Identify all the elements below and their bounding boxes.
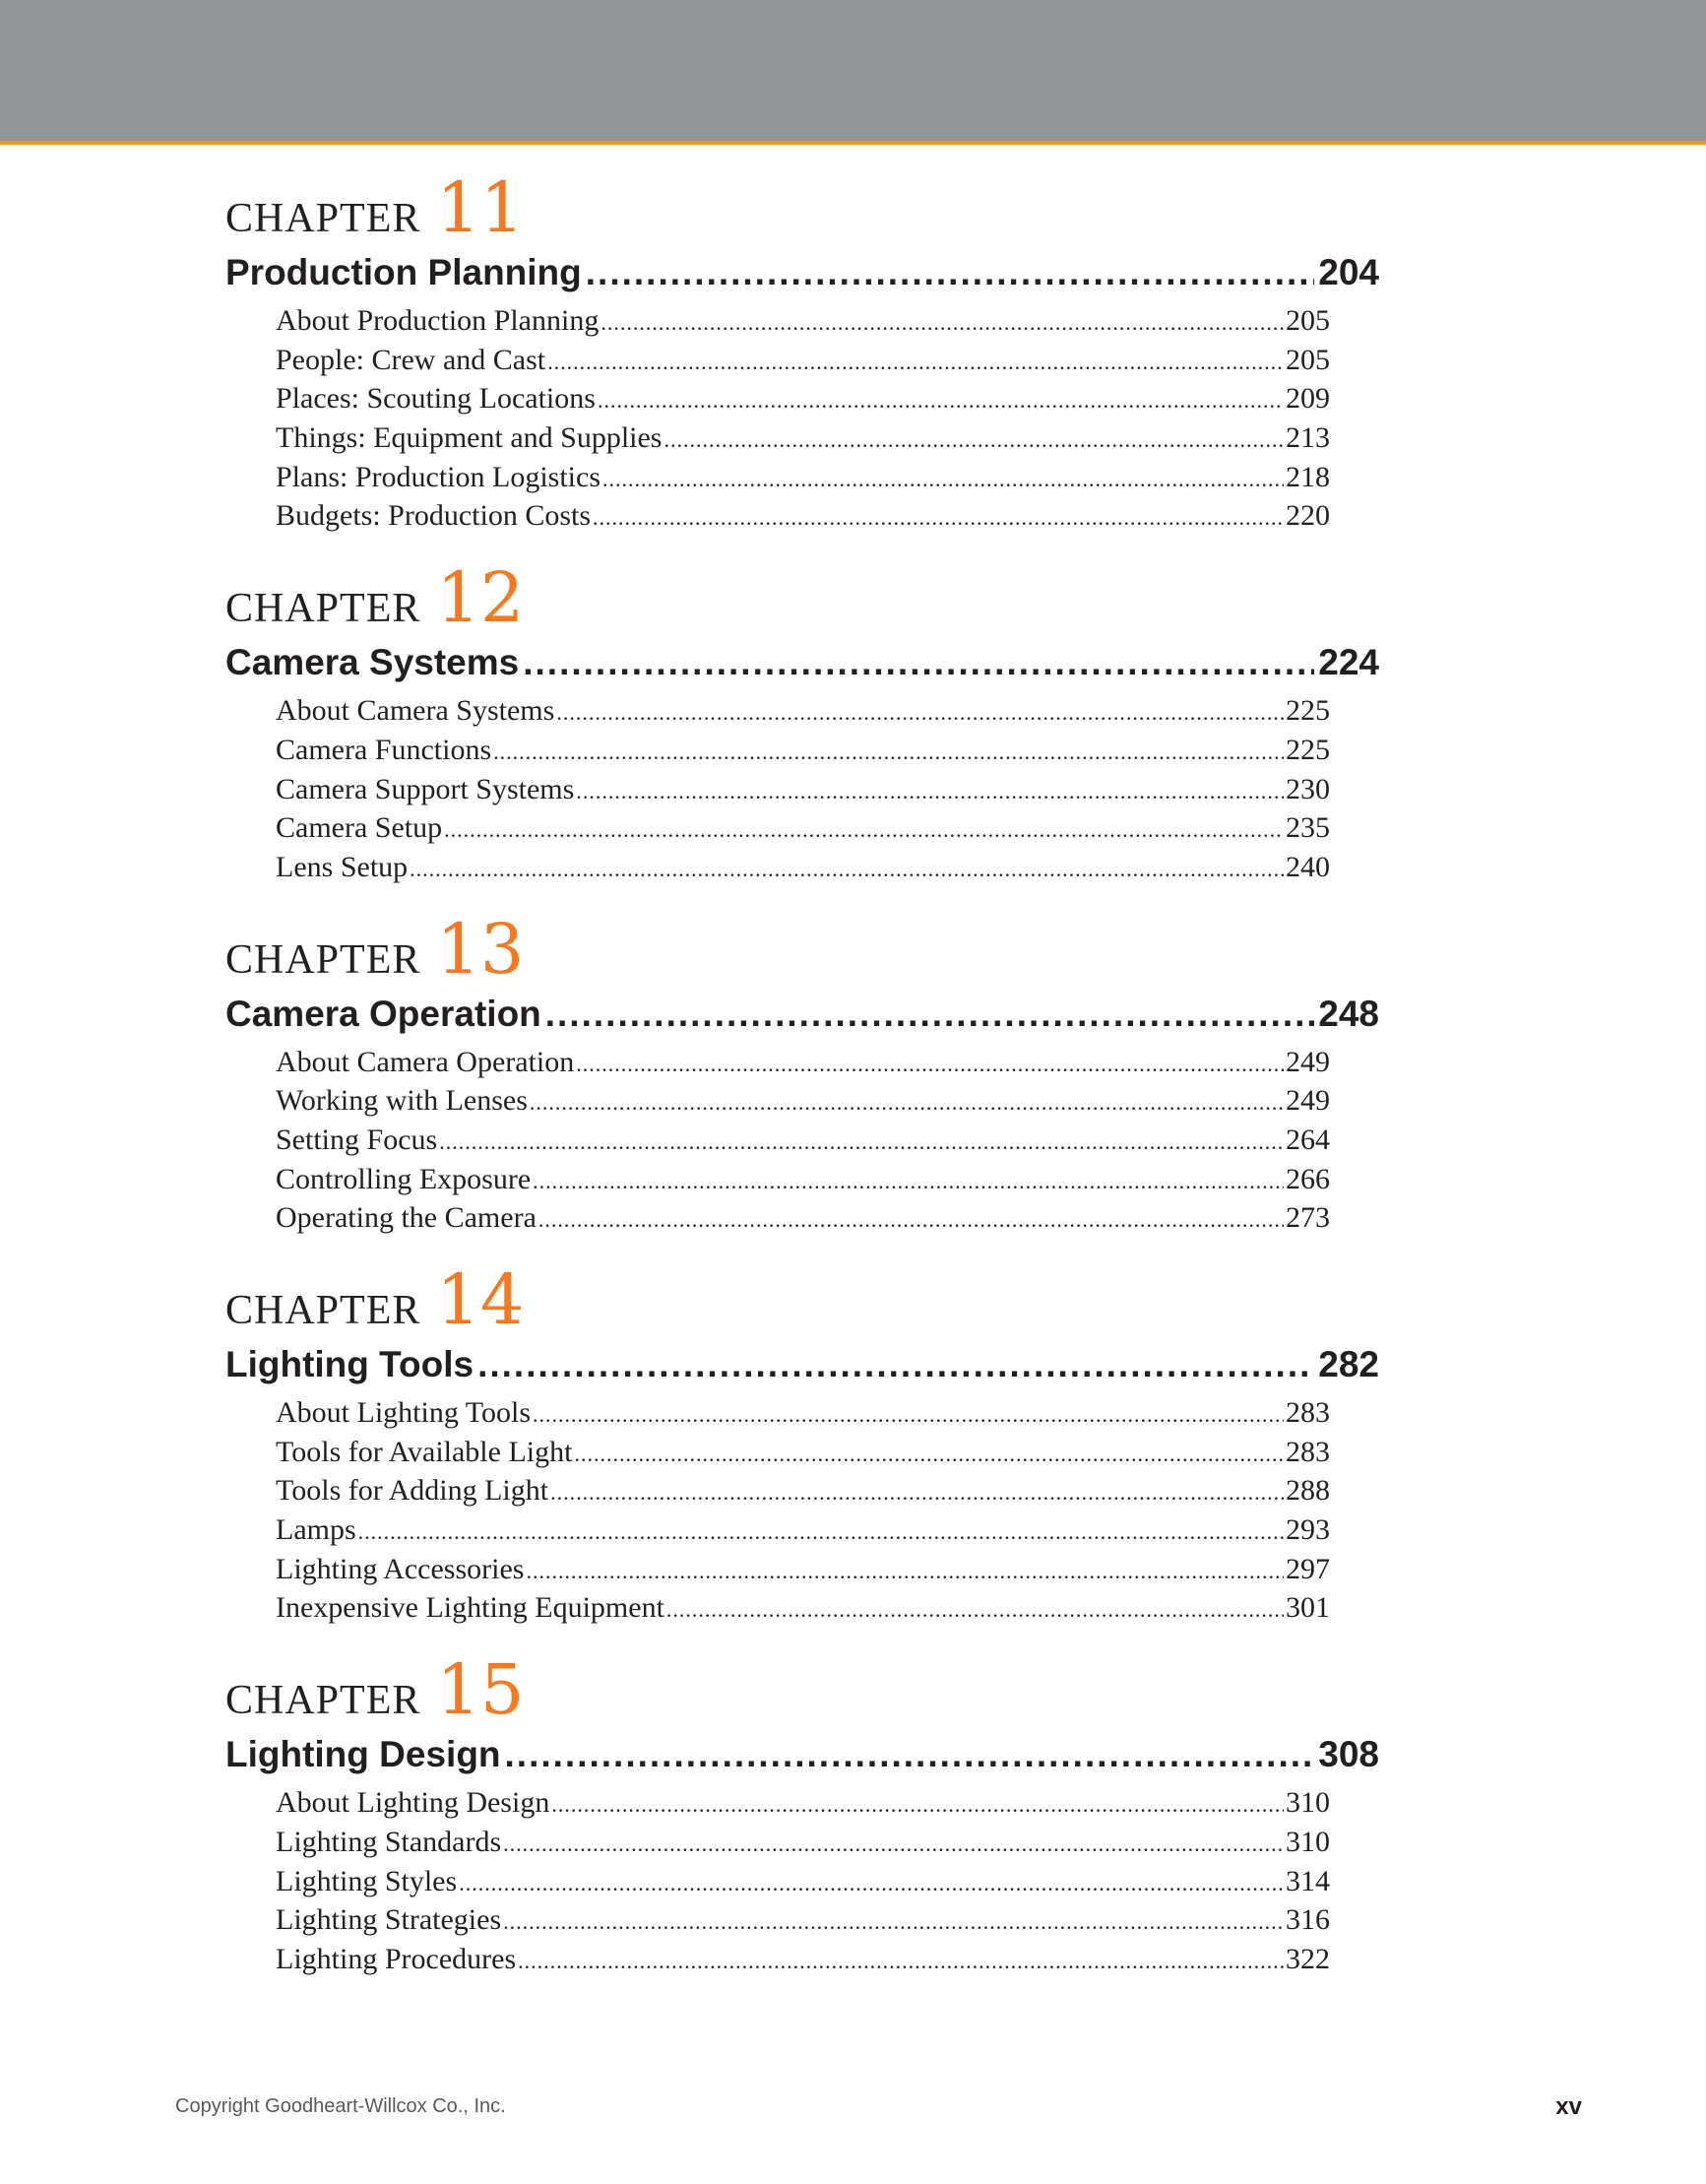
chapter-page: 204 xyxy=(1318,252,1379,292)
section-page: 230 xyxy=(1286,772,1330,805)
dot-leader xyxy=(600,303,1284,343)
chapter-page: 308 xyxy=(1318,1734,1379,1775)
section-list xyxy=(276,1043,1330,1238)
chapter-block xyxy=(225,167,1379,536)
chapter-number: 14 xyxy=(436,1259,525,1340)
section-page: 310 xyxy=(1286,1786,1330,1820)
chapter-number: 11 xyxy=(436,167,525,248)
chapter-heading xyxy=(225,167,1379,248)
section-page: 235 xyxy=(1286,811,1330,845)
section-title: Lighting Styles xyxy=(276,1864,458,1897)
section-title: About Lighting Design xyxy=(276,1786,550,1820)
section-title: Lighting Strategies xyxy=(276,1903,502,1937)
dot-leader xyxy=(586,248,1315,297)
section-title: Places: Scouting Locations xyxy=(276,382,596,416)
section-page: 205 xyxy=(1286,304,1330,337)
section-entry[interactable] xyxy=(276,1121,1330,1160)
dot-leader xyxy=(439,1123,1284,1162)
section-entry[interactable] xyxy=(276,808,1330,848)
chapter-heading xyxy=(225,909,1379,990)
chapter-title-row[interactable] xyxy=(225,990,1379,1039)
chapter-heading xyxy=(225,557,1379,638)
dot-leader xyxy=(550,1473,1284,1512)
section-title: About Camera Systems xyxy=(276,694,555,728)
chapter-heading xyxy=(225,1649,1379,1730)
chapter-block xyxy=(225,1649,1379,1978)
dot-leader xyxy=(602,460,1284,499)
dot-leader xyxy=(518,1942,1284,1981)
section-list xyxy=(276,691,1330,886)
section-entry[interactable] xyxy=(276,496,1330,536)
section-page: 249 xyxy=(1286,1084,1330,1118)
section-entry[interactable] xyxy=(276,1160,1330,1199)
dot-leader xyxy=(477,1340,1314,1389)
section-entry[interactable] xyxy=(276,1900,1330,1940)
dot-leader xyxy=(574,1435,1284,1474)
dot-leader xyxy=(666,1590,1284,1630)
section-title: Setting Focus xyxy=(276,1123,438,1156)
section-page: 249 xyxy=(1286,1045,1330,1078)
chapter-title: Lighting Design xyxy=(225,1734,501,1775)
section-entry[interactable] xyxy=(276,1862,1330,1901)
section-page: 283 xyxy=(1286,1396,1330,1429)
section-title: Lamps xyxy=(276,1513,356,1547)
dot-leader xyxy=(545,990,1314,1039)
chapter-label: CHAPTER xyxy=(225,1678,421,1724)
dot-leader xyxy=(598,381,1284,420)
section-page: 225 xyxy=(1286,733,1330,766)
chapter-number: 13 xyxy=(436,908,525,990)
chapter-title: Camera Operation xyxy=(225,993,541,1034)
dot-leader xyxy=(459,1864,1284,1903)
section-page: 297 xyxy=(1286,1552,1330,1585)
section-title: About Lighting Tools xyxy=(276,1396,532,1429)
section-entry[interactable] xyxy=(276,1940,1330,1979)
section-title: Operating the Camera xyxy=(276,1201,537,1235)
section-entry[interactable] xyxy=(276,379,1330,418)
chapter-page: 282 xyxy=(1318,1344,1379,1384)
section-title: Lighting Standards xyxy=(276,1825,502,1858)
section-entry[interactable] xyxy=(276,301,1330,341)
section-page: 225 xyxy=(1286,694,1330,728)
section-entry[interactable] xyxy=(276,1433,1330,1472)
section-page: 288 xyxy=(1286,1474,1330,1508)
section-title: Camera Functions xyxy=(276,733,492,766)
section-title: Lighting Procedures xyxy=(276,1942,517,1975)
dot-leader xyxy=(493,733,1284,772)
section-page: 301 xyxy=(1286,1591,1330,1625)
section-title: Lighting Accessories xyxy=(276,1552,525,1585)
section-title: Camera Setup xyxy=(276,811,443,845)
section-page: 264 xyxy=(1286,1123,1330,1156)
chapter-title: Lighting Tools xyxy=(225,1344,474,1384)
chapter-title-row[interactable] xyxy=(225,638,1379,687)
section-title: Tools for Adding Light xyxy=(276,1474,549,1508)
section-title: Working with Lenses xyxy=(276,1084,528,1118)
section-entry[interactable] xyxy=(276,1393,1330,1433)
section-title: People: Crew and Cast xyxy=(276,343,546,376)
dot-leader xyxy=(593,498,1284,538)
section-page: 209 xyxy=(1286,382,1330,416)
section-entry[interactable] xyxy=(276,731,1330,770)
dot-leader xyxy=(551,1785,1284,1825)
dot-leader xyxy=(576,772,1284,811)
section-entry[interactable] xyxy=(276,1043,1330,1082)
section-page: 218 xyxy=(1286,460,1330,493)
dot-leader xyxy=(358,1512,1284,1552)
chapter-title: Camera Systems xyxy=(225,642,520,683)
dot-leader xyxy=(533,1162,1284,1201)
dot-leader xyxy=(533,1395,1284,1435)
section-entry[interactable] xyxy=(276,1823,1330,1862)
section-title: Inexpensive Lighting Equipment xyxy=(276,1591,664,1625)
dot-leader xyxy=(410,850,1284,889)
chapter-label: CHAPTER xyxy=(225,586,421,632)
chapter-label: CHAPTER xyxy=(225,1288,421,1333)
section-page: 310 xyxy=(1286,1825,1330,1858)
section-entry[interactable] xyxy=(276,848,1330,887)
section-list xyxy=(276,1783,1330,1978)
section-list xyxy=(276,1393,1330,1628)
dot-leader xyxy=(663,420,1284,460)
section-entry[interactable] xyxy=(276,418,1330,458)
chapter-heading xyxy=(225,1259,1379,1340)
section-title: Plans: Production Logistics xyxy=(276,460,600,493)
section-entry[interactable] xyxy=(276,1510,1330,1550)
section-title: Budgets: Production Costs xyxy=(276,499,592,533)
section-page: 220 xyxy=(1286,499,1330,533)
header-accent-rule xyxy=(0,141,1706,145)
chapter-number: 12 xyxy=(436,557,525,639)
section-page: 314 xyxy=(1286,1864,1330,1897)
section-title: About Production Planning xyxy=(276,304,600,337)
footer-page-number: xv xyxy=(1555,2093,1582,2120)
section-entry[interactable] xyxy=(276,458,1330,497)
chapter-block xyxy=(225,557,1379,886)
section-title: Tools for Available Light xyxy=(276,1435,573,1468)
header-band xyxy=(0,0,1706,141)
dot-leader xyxy=(503,1825,1284,1864)
footer-copyright: Copyright Goodheart-Willcox Co., Inc. xyxy=(175,2095,506,2117)
section-entry[interactable] xyxy=(276,341,1330,380)
section-page: 293 xyxy=(1286,1513,1330,1547)
chapter-title-row[interactable] xyxy=(225,248,1379,297)
chapter-label: CHAPTER xyxy=(225,196,421,241)
chapter-number: 15 xyxy=(436,1649,525,1731)
table-of-contents xyxy=(225,167,1379,2001)
section-title: About Camera Operation xyxy=(276,1045,575,1078)
chapter-block xyxy=(225,1259,1379,1628)
section-page: 205 xyxy=(1286,343,1330,376)
section-page: 213 xyxy=(1286,421,1330,455)
section-page: 322 xyxy=(1286,1942,1330,1975)
chapter-block xyxy=(225,909,1379,1238)
section-entry[interactable] xyxy=(276,691,1330,731)
section-title: Things: Equipment and Supplies xyxy=(276,421,663,455)
section-title: Controlling Exposure xyxy=(276,1162,532,1195)
dot-leader xyxy=(523,638,1314,687)
dot-leader xyxy=(530,1083,1284,1123)
dot-leader xyxy=(444,810,1284,850)
chapter-page: 248 xyxy=(1318,993,1379,1034)
section-entry[interactable] xyxy=(276,1471,1330,1510)
section-entry[interactable] xyxy=(276,1550,1330,1589)
section-entry[interactable] xyxy=(276,1783,1330,1823)
section-list xyxy=(276,301,1330,536)
dot-leader xyxy=(538,1200,1284,1240)
dot-leader xyxy=(505,1730,1315,1779)
chapter-title: Production Planning xyxy=(225,252,582,292)
dot-leader xyxy=(576,1045,1284,1084)
dot-leader xyxy=(547,343,1284,382)
dot-leader xyxy=(503,1902,1284,1942)
section-entry[interactable] xyxy=(276,1198,1330,1238)
chapter-title-row[interactable] xyxy=(225,1340,1379,1389)
section-title: Camera Support Systems xyxy=(276,772,575,805)
section-page: 266 xyxy=(1286,1162,1330,1195)
section-entry[interactable] xyxy=(276,1081,1330,1121)
section-page: 240 xyxy=(1286,850,1330,883)
section-page: 316 xyxy=(1286,1903,1330,1937)
section-page: 283 xyxy=(1286,1435,1330,1468)
section-entry[interactable] xyxy=(276,1588,1330,1628)
dot-leader xyxy=(526,1552,1284,1591)
chapter-page: 224 xyxy=(1318,642,1379,683)
section-title: Lens Setup xyxy=(276,850,409,883)
section-page: 273 xyxy=(1286,1201,1330,1235)
chapter-title-row[interactable] xyxy=(225,1730,1379,1779)
section-entry[interactable] xyxy=(276,770,1330,809)
dot-leader xyxy=(556,693,1284,733)
chapter-label: CHAPTER xyxy=(225,936,421,983)
